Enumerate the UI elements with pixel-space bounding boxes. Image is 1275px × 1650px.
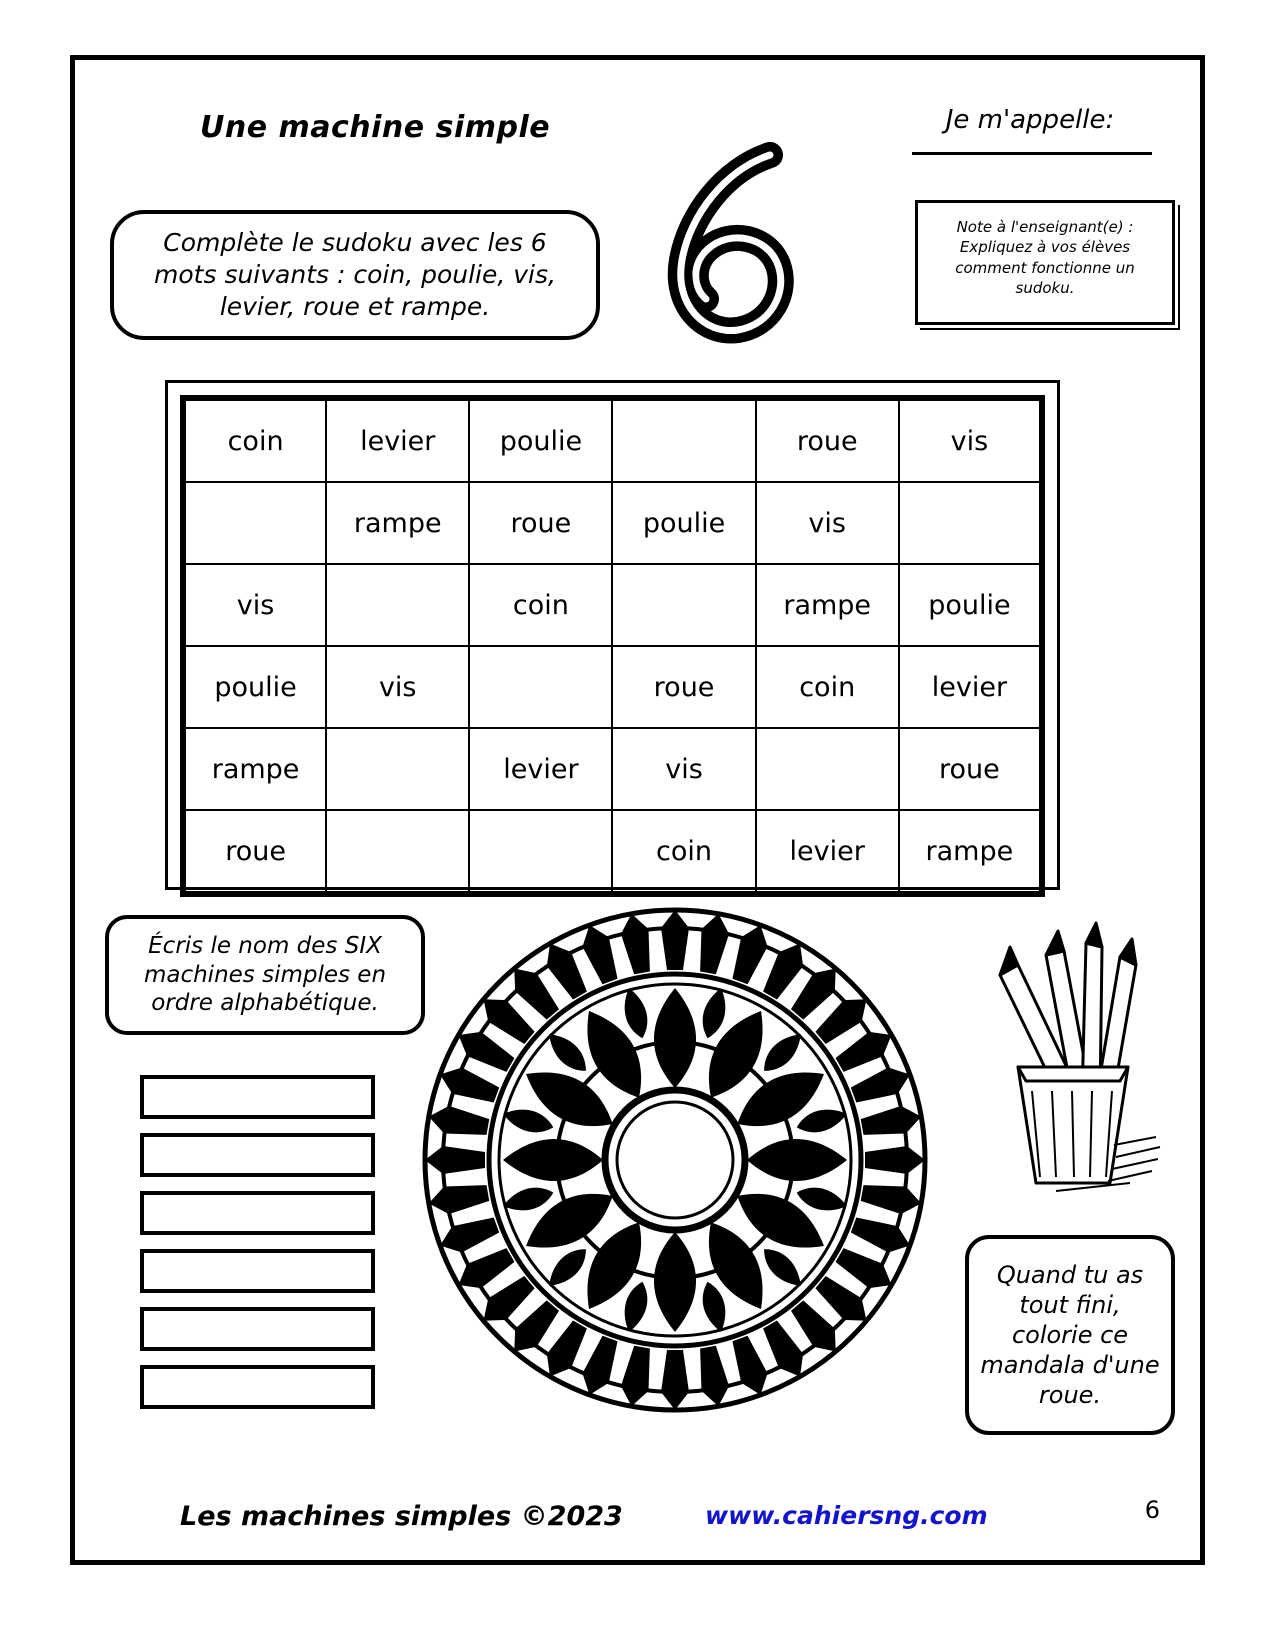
sudoku-cell[interactable]	[469, 646, 612, 728]
sudoku-cell[interactable]	[612, 398, 755, 482]
sudoku-cell[interactable]	[469, 810, 612, 894]
answer-line[interactable]	[140, 1249, 375, 1293]
color-mandala-text: Quand tu as tout fini, colorie ce mandala d'une roue.	[980, 1261, 1160, 1409]
table-row	[183, 728, 1042, 810]
sudoku-cell[interactable]	[756, 728, 899, 810]
sudoku-cell[interactable]	[612, 564, 755, 646]
sudoku-cell[interactable]: roue	[183, 810, 326, 894]
color-mandala-bubble	[965, 1235, 1175, 1435]
answer-lines-list	[140, 1075, 375, 1423]
sudoku-cell[interactable]: coin	[612, 810, 755, 894]
instruction-text: Complète le sudoku avec les 6 mots suivants : coin, poulie, vis, levier, roue et rampe.	[154, 228, 556, 321]
table-row	[183, 398, 1042, 482]
sudoku-cell[interactable]: roue	[756, 398, 899, 482]
footer-website-link[interactable]: www.cahiersng.com	[705, 1501, 988, 1530]
table-row	[183, 810, 1042, 894]
answer-line[interactable]	[140, 1365, 375, 1409]
sudoku-cell[interactable]: roue	[612, 646, 755, 728]
sudoku-cell[interactable]: roue	[469, 482, 612, 564]
sudoku-cell[interactable]: vis	[326, 646, 469, 728]
sudoku-cell[interactable]: poulie	[612, 482, 755, 564]
sudoku-cell[interactable]: levier	[899, 646, 1042, 728]
mandala-wheel-illustration	[420, 905, 930, 1415]
sudoku-cell[interactable]: vis	[756, 482, 899, 564]
sudoku-cell[interactable]	[326, 728, 469, 810]
big-number-six-graphic	[630, 125, 820, 355]
sudoku-container	[165, 380, 1060, 890]
footer-copyright: Les machines simples ©2023	[180, 1501, 623, 1532]
pencil-cup-illustration	[960, 895, 1170, 1225]
teacher-note	[915, 200, 1175, 325]
table-row	[183, 646, 1042, 728]
sudoku-cell[interactable]: rampe	[899, 810, 1042, 894]
worksheet-page	[70, 55, 1205, 1565]
instruction-bubble	[110, 210, 600, 340]
sudoku-grid	[180, 395, 1045, 897]
alphabetical-instruction-text: Écris le nom des SIX machines simples en ordre alphabétique.	[143, 932, 387, 1017]
sudoku-cell[interactable]: coin	[183, 398, 326, 482]
page-number: 6	[1144, 1496, 1160, 1524]
sudoku-cell[interactable]: vis	[899, 398, 1042, 482]
sudoku-cell[interactable]: levier	[326, 398, 469, 482]
teacher-note-text: Note à l'enseignant(e) : Expliquez à vos élèves comment fonctionne un sudoku.	[955, 218, 1135, 297]
sudoku-cell[interactable]: roue	[899, 728, 1042, 810]
sudoku-cell[interactable]: poulie	[183, 646, 326, 728]
answer-line[interactable]	[140, 1307, 375, 1351]
sudoku-cell[interactable]: poulie	[899, 564, 1042, 646]
table-row	[183, 482, 1042, 564]
sudoku-cell[interactable]: poulie	[469, 398, 612, 482]
table-row	[183, 564, 1042, 646]
sudoku-cell[interactable]	[899, 482, 1042, 564]
sudoku-cell[interactable]: rampe	[326, 482, 469, 564]
sudoku-cell[interactable]: rampe	[183, 728, 326, 810]
sudoku-cell[interactable]: coin	[469, 564, 612, 646]
sudoku-cell[interactable]: levier	[756, 810, 899, 894]
student-name-input-line[interactable]	[912, 152, 1152, 155]
page-title: Une machine simple	[200, 110, 551, 145]
sudoku-cell[interactable]: rampe	[756, 564, 899, 646]
answer-line[interactable]	[140, 1133, 375, 1177]
sudoku-cell[interactable]	[326, 564, 469, 646]
sudoku-cell[interactable]	[326, 810, 469, 894]
alphabetical-instruction-bubble	[105, 915, 425, 1035]
sudoku-cell[interactable]: vis	[612, 728, 755, 810]
sudoku-cell[interactable]: levier	[469, 728, 612, 810]
sudoku-cell[interactable]	[183, 482, 326, 564]
student-name-label: Je m'appelle:	[945, 105, 1115, 135]
sudoku-cell[interactable]: coin	[756, 646, 899, 728]
answer-line[interactable]	[140, 1075, 375, 1119]
answer-line[interactable]	[140, 1191, 375, 1235]
sudoku-cell[interactable]: vis	[183, 564, 326, 646]
